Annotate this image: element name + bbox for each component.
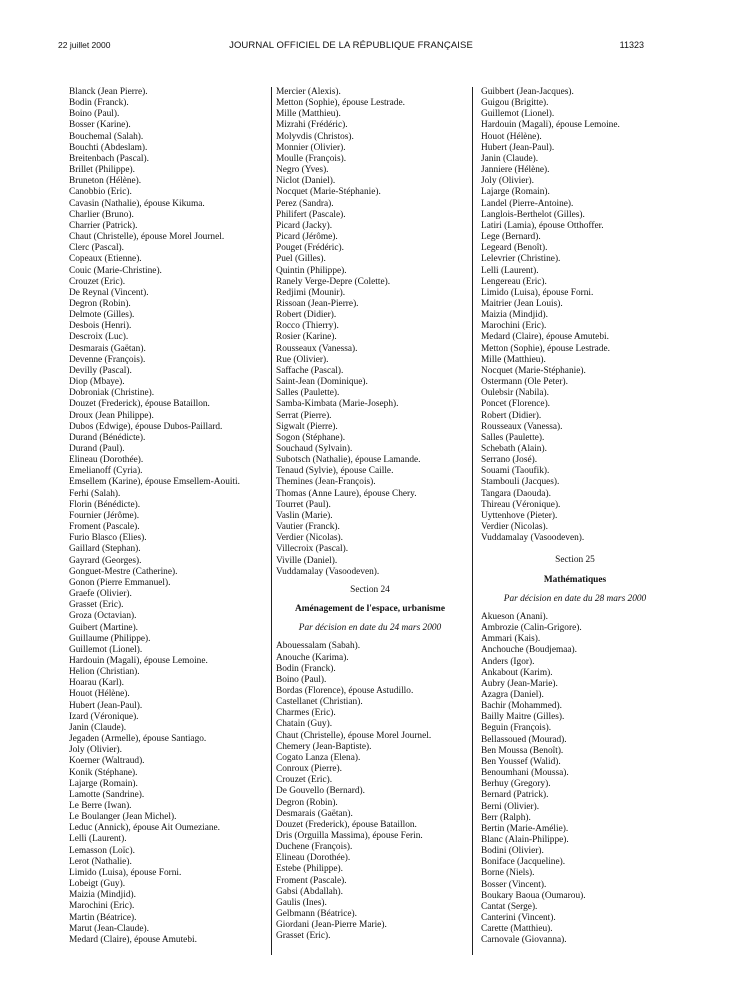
name-entry: Anchouche (Boudjemaa).	[481, 645, 577, 656]
name-entry: Estebe (Philippe).	[276, 864, 343, 875]
name-entry: Landel (Pierre-Antoine).	[481, 198, 574, 209]
name-entry: Castellanet (Christian).	[276, 697, 363, 708]
name-entry: De Gouvello (Bernard).	[276, 786, 365, 797]
name-entry: Furio Blasco (Elies).	[69, 533, 147, 544]
name-entry: Boukary Baoua (Oumarou).	[481, 890, 586, 901]
name-entry: Gaulis (Ines).	[276, 897, 327, 908]
name-entry: Degron (Robin).	[69, 298, 131, 309]
name-entry: Vautier (Franck).	[276, 522, 340, 533]
name-entry: Berr (Ralph).	[481, 812, 531, 823]
name-entry: Lobeigt (Guy).	[69, 879, 126, 890]
name-entry: Droux (Jean Philippe).	[69, 410, 154, 421]
name-entry: Cantat (Serge).	[481, 901, 538, 912]
name-entry: Crouzet (Eric).	[69, 276, 126, 287]
name-entry: Villecroix (Pascal).	[276, 544, 349, 555]
name-entry: Berhuy (Gregory).	[481, 779, 551, 790]
name-entry: Benoumhani (Moussa).	[481, 768, 569, 779]
page-number: 11323	[619, 40, 644, 50]
name-entry: Conroux (Pierre).	[276, 764, 342, 775]
name-entry: Verdier (Nicolas).	[276, 533, 343, 544]
name-entry: Akueson (Anani).	[481, 611, 548, 622]
name-entry: Souchaud (Sylvain).	[276, 444, 353, 454]
name-entry: Charmes (Eric).	[276, 708, 336, 719]
name-entry: Desmarais (Gaëtan).	[276, 808, 353, 819]
name-entry: Descroix (Luc).	[69, 332, 129, 343]
name-entry: Niclot (Daniel).	[276, 176, 336, 187]
name-entry: Nocquet (Marie-Stéphanie).	[481, 365, 586, 376]
column-1	[69, 87, 265, 946]
name-entry: Maitrier (Jean Louis).	[481, 298, 563, 309]
name-entry: Limido (Luisa), épouse Forni.	[69, 867, 182, 878]
name-entry: Brillet (Philippe).	[69, 165, 135, 176]
name-entry: Froment (Pascale).	[276, 875, 347, 886]
name-entry: Robert (Didier).	[276, 310, 337, 321]
name-entry: Sogon (Stéphane).	[276, 432, 346, 443]
name-entry: Degron (Robin).	[276, 797, 338, 808]
name-entry: Copeaux (Etienne).	[69, 254, 142, 265]
name-entry: Hubert (Jean-Paul).	[481, 142, 555, 153]
name-entry: Dris (Orguilla Massima), épouse Ferin.	[276, 831, 423, 841]
name-entry: Martin (Béatrice).	[69, 912, 137, 923]
name-entry: Ben Moussa (Benoît).	[481, 745, 564, 756]
name-entry: Canterini (Vincent).	[481, 913, 556, 924]
name-entry: Houot (Hélène).	[69, 689, 130, 700]
name-entry: Rissoan (Jean-Pierre).	[276, 298, 359, 309]
name-entry: Salles (Paulette).	[276, 388, 340, 399]
name-entry: Florin (Bénédicte).	[69, 499, 141, 510]
name-entry: Hardouin (Magali), épouse Lemoine.	[481, 120, 620, 131]
name-entry: Marochini (Eric).	[69, 901, 135, 912]
section-24-name-list	[276, 641, 464, 942]
name-entry: Bruneton (Hélène).	[69, 176, 142, 187]
name-entry: Vaslin (Marie).	[276, 510, 333, 521]
name-entry: Berni (Olivier).	[481, 801, 540, 812]
name-entry: Bodin (Franck).	[276, 663, 336, 674]
name-entry: Bordas (Florence), épouse Astudillo.	[276, 685, 414, 696]
name-entry: Rousseaux (Vanessa).	[481, 421, 563, 432]
name-entry: Blanc (Alain-Philippe).	[481, 835, 569, 845]
section-24-title: Section 24	[350, 584, 390, 595]
name-entry: Tenaud (Sylvie), épouse Caille.	[276, 466, 394, 477]
name-entry: Elineau (Dorothée).	[276, 853, 351, 864]
name-entry: Lerot (Nathalie).	[69, 856, 132, 867]
column-divider	[271, 87, 272, 955]
name-entry: Oulebsir (Nabila).	[481, 388, 549, 399]
name-entry: Durand (Paul).	[69, 444, 125, 454]
name-entry: Moulle (François).	[276, 153, 347, 164]
section-24-decision: Par décision en date du 24 mars 2000	[298, 623, 442, 634]
name-entry: Verdier (Nicolas).	[481, 522, 548, 533]
name-entry: Bodin (Franck).	[69, 98, 129, 109]
name-entry: Ammari (Kais).	[481, 634, 541, 645]
name-entry: Couic (Marie-Christine).	[69, 265, 162, 276]
name-entry: Robert (Didier).	[481, 410, 542, 421]
name-entry: Samba-Kimbata (Marie-Joseph).	[276, 399, 399, 410]
name-entry: Chemery (Jean-Baptiste).	[276, 741, 372, 752]
name-entry: Hubert (Jean-Paul).	[69, 700, 143, 711]
name-entry: Durand (Bénédicte).	[69, 432, 146, 443]
name-entry: Thomas (Anne Laure), épouse Chery.	[276, 488, 417, 499]
name-entry: Boino (Paul).	[276, 674, 327, 685]
name-entry: Tangara (Daouda).	[481, 488, 551, 499]
name-entry: Salles (Paulette).	[481, 432, 545, 443]
name-entry: Viville (Daniel).	[276, 555, 338, 566]
name-entry: Metton (Sophie), épouse Lestrade.	[481, 343, 610, 354]
name-entry: Medard (Claire), épouse Amutebi.	[481, 332, 609, 343]
name-entry: Lege (Bernard).	[481, 232, 541, 243]
name-entry: Marut (Jean-Claude).	[69, 923, 149, 934]
name-entry: Grasset (Eric).	[69, 600, 124, 611]
name-entry: Limido (Luisa), épouse Forni.	[481, 287, 594, 298]
name-entry: Bachir (Mohammed).	[481, 701, 562, 712]
name-entry: Emelianoff (Cyria).	[69, 466, 143, 477]
name-entry: Bosser (Vincent).	[481, 879, 547, 890]
name-entry: Bouchemal (Salah).	[69, 131, 144, 142]
name-entry: Lajarge (Romain).	[481, 187, 550, 198]
name-entry: Cavasin (Nathalie), épouse Kikuma.	[69, 198, 205, 209]
name-entry: Bernard (Patrick).	[481, 790, 549, 801]
name-entry: Subotsch (Nathalie), épouse Lamande.	[276, 455, 421, 466]
name-entry: Anders (Igor).	[481, 656, 535, 667]
name-entry: Bertin (Marie-Amélie).	[481, 823, 569, 834]
name-entry: Bailly Maitre (Gilles).	[481, 712, 565, 723]
name-entry: Douzet (Frederick), épouse Bataillon.	[276, 819, 417, 830]
name-entry: Bouchti (Abdeslam).	[69, 142, 148, 153]
name-entry: Hoarau (Karl).	[69, 678, 124, 689]
name-entry: Chatain (Guy).	[276, 719, 333, 730]
name-entry: Charrier (Patrick).	[69, 220, 138, 231]
name-entry: Thireau (Véronique).	[481, 499, 561, 510]
name-entry: Helion (Christian).	[69, 667, 140, 678]
name-entry: Koerner (Waltraud).	[69, 756, 145, 767]
name-entry: Tourret (Paul).	[276, 499, 331, 510]
column-3	[481, 87, 669, 947]
name-entry: Puel (Gilles).	[276, 254, 326, 265]
name-entry: Gabsi (Abdallah).	[276, 886, 343, 897]
name-entry: Gelbmann (Béatrice).	[276, 909, 357, 920]
name-entry: Crouzet (Eric).	[276, 775, 333, 786]
name-entry: Clerc (Pascal).	[69, 243, 124, 254]
name-entry: Gonguet-Mestre (Catherine).	[69, 566, 178, 577]
name-list	[481, 87, 669, 544]
name-entry: Abouessalam (Sabah).	[276, 641, 361, 652]
name-entry: Maizia (Mindjid).	[481, 310, 548, 321]
name-entry: Mille (Matthieu).	[276, 109, 341, 120]
name-entry: Giordani (Jean-Pierre Marie).	[276, 920, 387, 931]
name-entry: Nocquet (Marie-Stéphanie).	[276, 187, 381, 198]
name-entry: Chaut (Christelle), épouse Morel Journel.	[69, 232, 225, 243]
name-entry: Lelevrier (Christine).	[481, 254, 561, 265]
name-entry: Negro (Yves).	[276, 165, 329, 176]
name-entry: Picard (Jérôme).	[276, 232, 338, 243]
name-entry: Lamotte (Sandrine).	[69, 789, 145, 800]
name-entry: Boino (Paul).	[69, 109, 120, 120]
name-entry: Lengereau (Eric).	[481, 276, 547, 287]
page-header	[58, 40, 644, 54]
name-entry: Medard (Claire), épouse Amutebi.	[69, 934, 197, 945]
name-entry: Serrano (José).	[481, 455, 538, 466]
name-entry: Saint-Jean (Dominique).	[276, 377, 368, 388]
section-25-title: Section 25	[555, 555, 595, 566]
name-entry: Marochini (Eric).	[481, 321, 547, 332]
name-entry: Hardouin (Magali), épouse Lemoine.	[69, 655, 208, 666]
name-entry: Redjimi (Mounir).	[276, 287, 346, 298]
name-entry: Duchene (François).	[276, 842, 353, 853]
column-divider	[472, 87, 473, 955]
name-entry: Legeard (Benoît).	[481, 243, 548, 254]
section-25-decision: Par décision en date du 28 mars 2000	[503, 593, 647, 604]
name-entry: Vuddamalay (Vasoodeven).	[276, 566, 380, 577]
name-entry: Devilly (Pascal).	[69, 365, 132, 376]
issue-date: 22 juillet 2000	[58, 40, 111, 50]
name-entry: Joly (Olivier).	[481, 176, 534, 187]
name-entry: Azagra (Daniel).	[481, 689, 544, 700]
name-entry: Chaut (Christelle), épouse Morel Journel.	[276, 730, 432, 741]
name-entry: Picard (Jacky).	[276, 220, 333, 231]
name-entry: Souami (Taoufik).	[481, 466, 550, 477]
name-entry: Bellassoued (Mourad).	[481, 734, 567, 745]
name-entry: Sigwalt (Pierre).	[276, 421, 338, 432]
name-entry: Uyttenhove (Pieter).	[481, 510, 558, 521]
name-entry: Izard (Véronique).	[69, 711, 139, 722]
name-entry: Guillemot (Lionel).	[481, 109, 555, 120]
name-entry: Guibbert (Jean-Jacques).	[481, 87, 574, 97]
name-entry: Rousseaux (Vanessa).	[276, 343, 358, 354]
name-entry: Cogato Lanza (Elena).	[276, 752, 361, 763]
name-entry: Aubry (Jean-Marie).	[481, 678, 558, 689]
section-25-subject: Mathématiques	[543, 574, 607, 585]
name-entry: Leduc (Annick), épouse Ait Oumeziane.	[69, 823, 221, 834]
name-entry: Janniere (Hélène).	[481, 165, 550, 176]
name-entry: Le Berre (Iwan).	[69, 801, 132, 811]
name-entry: Guillaume (Philippe).	[69, 633, 151, 644]
name-entry: Serrat (Pierre).	[276, 410, 332, 421]
name-entry: Latiri (Lamia), épouse Otthoffer.	[481, 220, 604, 231]
name-entry: Rocco (Thierry).	[276, 321, 339, 332]
name-entry: Maizia (Mindjid).	[69, 890, 136, 901]
name-entry: Boniface (Jacqueline).	[481, 857, 566, 868]
name-entry: Le Boulanger (Jean Michel).	[69, 812, 177, 823]
name-entry: Janin (Claude).	[69, 722, 127, 733]
name-entry: Mille (Matthieu).	[481, 354, 546, 365]
name-entry: Lajarge (Romain).	[69, 778, 138, 789]
name-entry: Mercier (Alexis).	[276, 87, 341, 97]
journal-title: JOURNAL OFFICIEL DE LA RÉPUBLIQUE FRANÇAISE	[229, 40, 473, 51]
name-entry: Bosser (Karine).	[69, 120, 131, 131]
name-entry: Delmote (Gilles).	[69, 310, 135, 321]
name-entry: Guillemot (Lionel).	[69, 644, 143, 655]
name-entry: De Reynal (Vincent).	[69, 287, 149, 298]
name-entry: Molyvdis (Christos).	[276, 131, 354, 142]
name-list	[276, 87, 464, 578]
name-entry: Ambrozie (Calin-Grigore).	[481, 623, 582, 634]
name-entry: Bodini (Olivier).	[481, 846, 544, 857]
name-entry: Konik (Stéphane).	[69, 767, 138, 778]
section-24-subject: Aménagement de l'espace, urbanisme	[294, 604, 445, 615]
name-entry: Ferhi (Salah).	[69, 488, 121, 499]
name-entry: Philifert (Pascale).	[276, 209, 346, 220]
name-entry: Themines (Jean-François).	[276, 477, 376, 488]
name-entry: Fournier (Jérôme).	[69, 510, 140, 521]
name-entry: Diop (Mbaye).	[69, 377, 125, 388]
name-entry: Blanck (Jean Pierre).	[69, 87, 148, 97]
name-entry: Jegaden (Armelle), épouse Santiago.	[69, 734, 207, 745]
name-entry: Douzet (Frederick), épouse Bataillon.	[69, 399, 210, 410]
name-entry: Stambouli (Jacques).	[481, 477, 560, 488]
name-entry: Anouche (Karima).	[276, 652, 349, 663]
name-entry: Borne (Niels).	[481, 868, 535, 879]
name-entry: Charlier (Bruno).	[69, 209, 134, 220]
name-entry: Breitenbach (Pascal).	[69, 153, 149, 164]
name-entry: Langlois-Berthelot (Gilles).	[481, 209, 585, 220]
name-entry: Ankabout (Karim).	[481, 667, 553, 678]
name-entry: Ostermann (Ole Peter).	[481, 377, 568, 388]
name-entry: Grasset (Eric).	[276, 931, 331, 942]
name-entry: Rue (Olivier).	[276, 354, 329, 365]
column-2	[276, 87, 464, 943]
name-entry: Lelli (Laurent).	[69, 834, 127, 845]
name-entry: Groza (Octavian).	[69, 611, 137, 622]
name-entry: Canobbio (Eric).	[69, 187, 132, 198]
name-entry: Guibert (Martine).	[69, 622, 139, 633]
name-entry: Beguin (François).	[481, 723, 552, 734]
name-entry: Carette (Matthieu).	[481, 924, 553, 935]
name-entry: Joly (Olivier).	[69, 745, 122, 756]
name-entry: Rosier (Karine).	[276, 332, 337, 343]
name-entry: Mizrahi (Frédéric).	[276, 120, 348, 131]
name-entry: Janin (Claude).	[481, 153, 539, 164]
name-entry: Metton (Sophie), épouse Lestrade.	[276, 98, 405, 109]
name-entry: Poncet (Florence).	[481, 399, 551, 410]
name-entry: Ben Youssef (Walid).	[481, 756, 561, 767]
name-entry: Gaillard (Stephan).	[69, 544, 141, 555]
name-entry: Schebath (Alain).	[481, 444, 547, 454]
name-entry: Houot (Hélène).	[481, 131, 542, 142]
name-entry: Ranely Verge-Depre (Colette).	[276, 276, 391, 287]
name-entry: Monnier (Olivier).	[276, 142, 346, 153]
name-entry: Quintin (Philippe).	[276, 265, 347, 276]
name-entry: Perez (Sandra).	[276, 198, 334, 209]
name-entry: Dobroniak (Christine).	[69, 388, 155, 399]
name-entry: Gayrard (Georges).	[69, 555, 142, 566]
name-entry: Graefe (Olivier).	[69, 589, 132, 600]
name-entry: Lemasson (Loïc).	[69, 845, 135, 856]
name-entry: Gonon (Pierre Emmanuel).	[69, 577, 171, 588]
name-entry: Lelli (Laurent).	[481, 265, 539, 276]
name-entry: Guigou (Brigitte).	[481, 98, 549, 109]
name-entry: Emsellem (Karine), épouse Emsellem-Aouiti.	[69, 477, 240, 488]
name-entry: Desmarais (Gaëtan).	[69, 343, 146, 354]
name-entry: Saffache (Pascal).	[276, 365, 344, 376]
name-entry: Froment (Pascale).	[69, 522, 140, 533]
name-entry: Pouget (Frédéric).	[276, 243, 344, 254]
name-entry: Desbois (Henri).	[69, 321, 132, 332]
name-entry: Devenne (François).	[69, 354, 146, 365]
name-entry: Carnovale (Giovanna).	[481, 935, 567, 946]
name-entry: Dubos (Edwige), épouse Dubos-Paillard.	[69, 421, 223, 432]
section-25-name-list	[481, 612, 669, 947]
name-entry: Elineau (Dorothée).	[69, 455, 144, 466]
name-entry: Vuddamalay (Vasoodeven).	[481, 533, 585, 544]
